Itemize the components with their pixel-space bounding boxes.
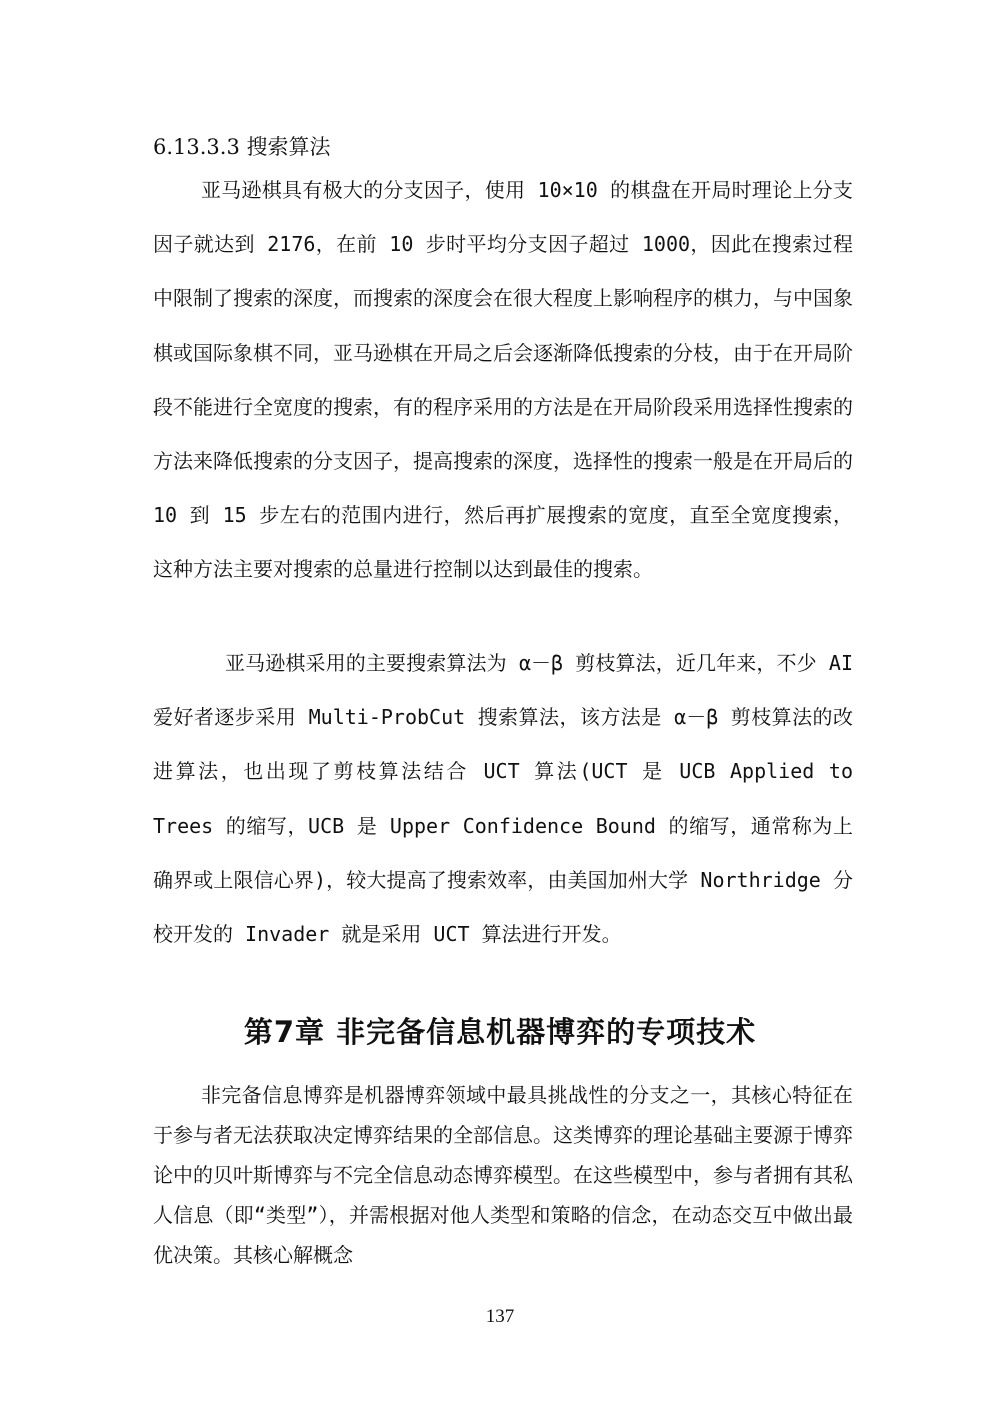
paragraph-search-algorithms: 亚马逊棋采用的主要搜索算法为 α－β 剪枝算法，近几年来，不少 AI 爱好者逐步采用 Multi-ProbCut 搜索算法，该方法是 α－β 剪枝算法的改进算法，也出现了剪枝算法结合 UCT 算法(UCT 是 UCB Applied to Trees 的缩写，UCB 是 Upper Confidence Bound 的缩写，通常称为上确界或上限信心界)，较大提高了搜索效率，由美国加州大学 Northridge 分校开发的 Invader 就是采用 UCT 算法进行开发。 <box>153 651 853 947</box>
paragraph-search-intro: 亚马逊棋具有极大的分支因子，使用 10×10 的棋盘在开局时理论上分支因子就达到 2176，在前 10 步时平均分支因子超过 1000，因此在搜索过程中限制了搜索的深度，而搜索的深度会在很大程度上影响程序的棋力，与中国象棋或国际象棋不同，亚马逊棋在开局之后会逐渐降低搜索的分枝，由于在开局阶段不能进行全宽度的搜索，有的程序采用的方法是在开局阶段采用选择性搜索的方法来降低搜索的分支因子，提高搜索的深度，选择性的搜索一般是在开局后的 10 到 15 步左右的范围内进行，然后再扩展搜索的宽度，直至全宽度搜索，这种方法主要对搜索的总量进行控制以达到最佳的搜索。 <box>153 178 853 582</box>
chapter-title: 第7章 非完备信息机器博弈的专项技术 <box>243 1015 757 1049</box>
section-heading: 6.13.3.3 搜索算法 <box>153 135 331 159</box>
page-number: 137 <box>485 1306 515 1327</box>
paragraph-chapter-intro: 非完备信息博弈是机器博弈领域中最具挑战性的分支之一，其核心特征在于参与者无法获取决定博弈结果的全部信息。这类博弈的理论基础主要源于博弈论中的贝叶斯博弈与不完全信息动态博弈模型。在这些模型中，参与者拥有其私人信息（即“类型”），并需根据对他人类型和策略的信念，在动态交互中做出最优决策。其核心解概念 <box>153 1083 853 1267</box>
